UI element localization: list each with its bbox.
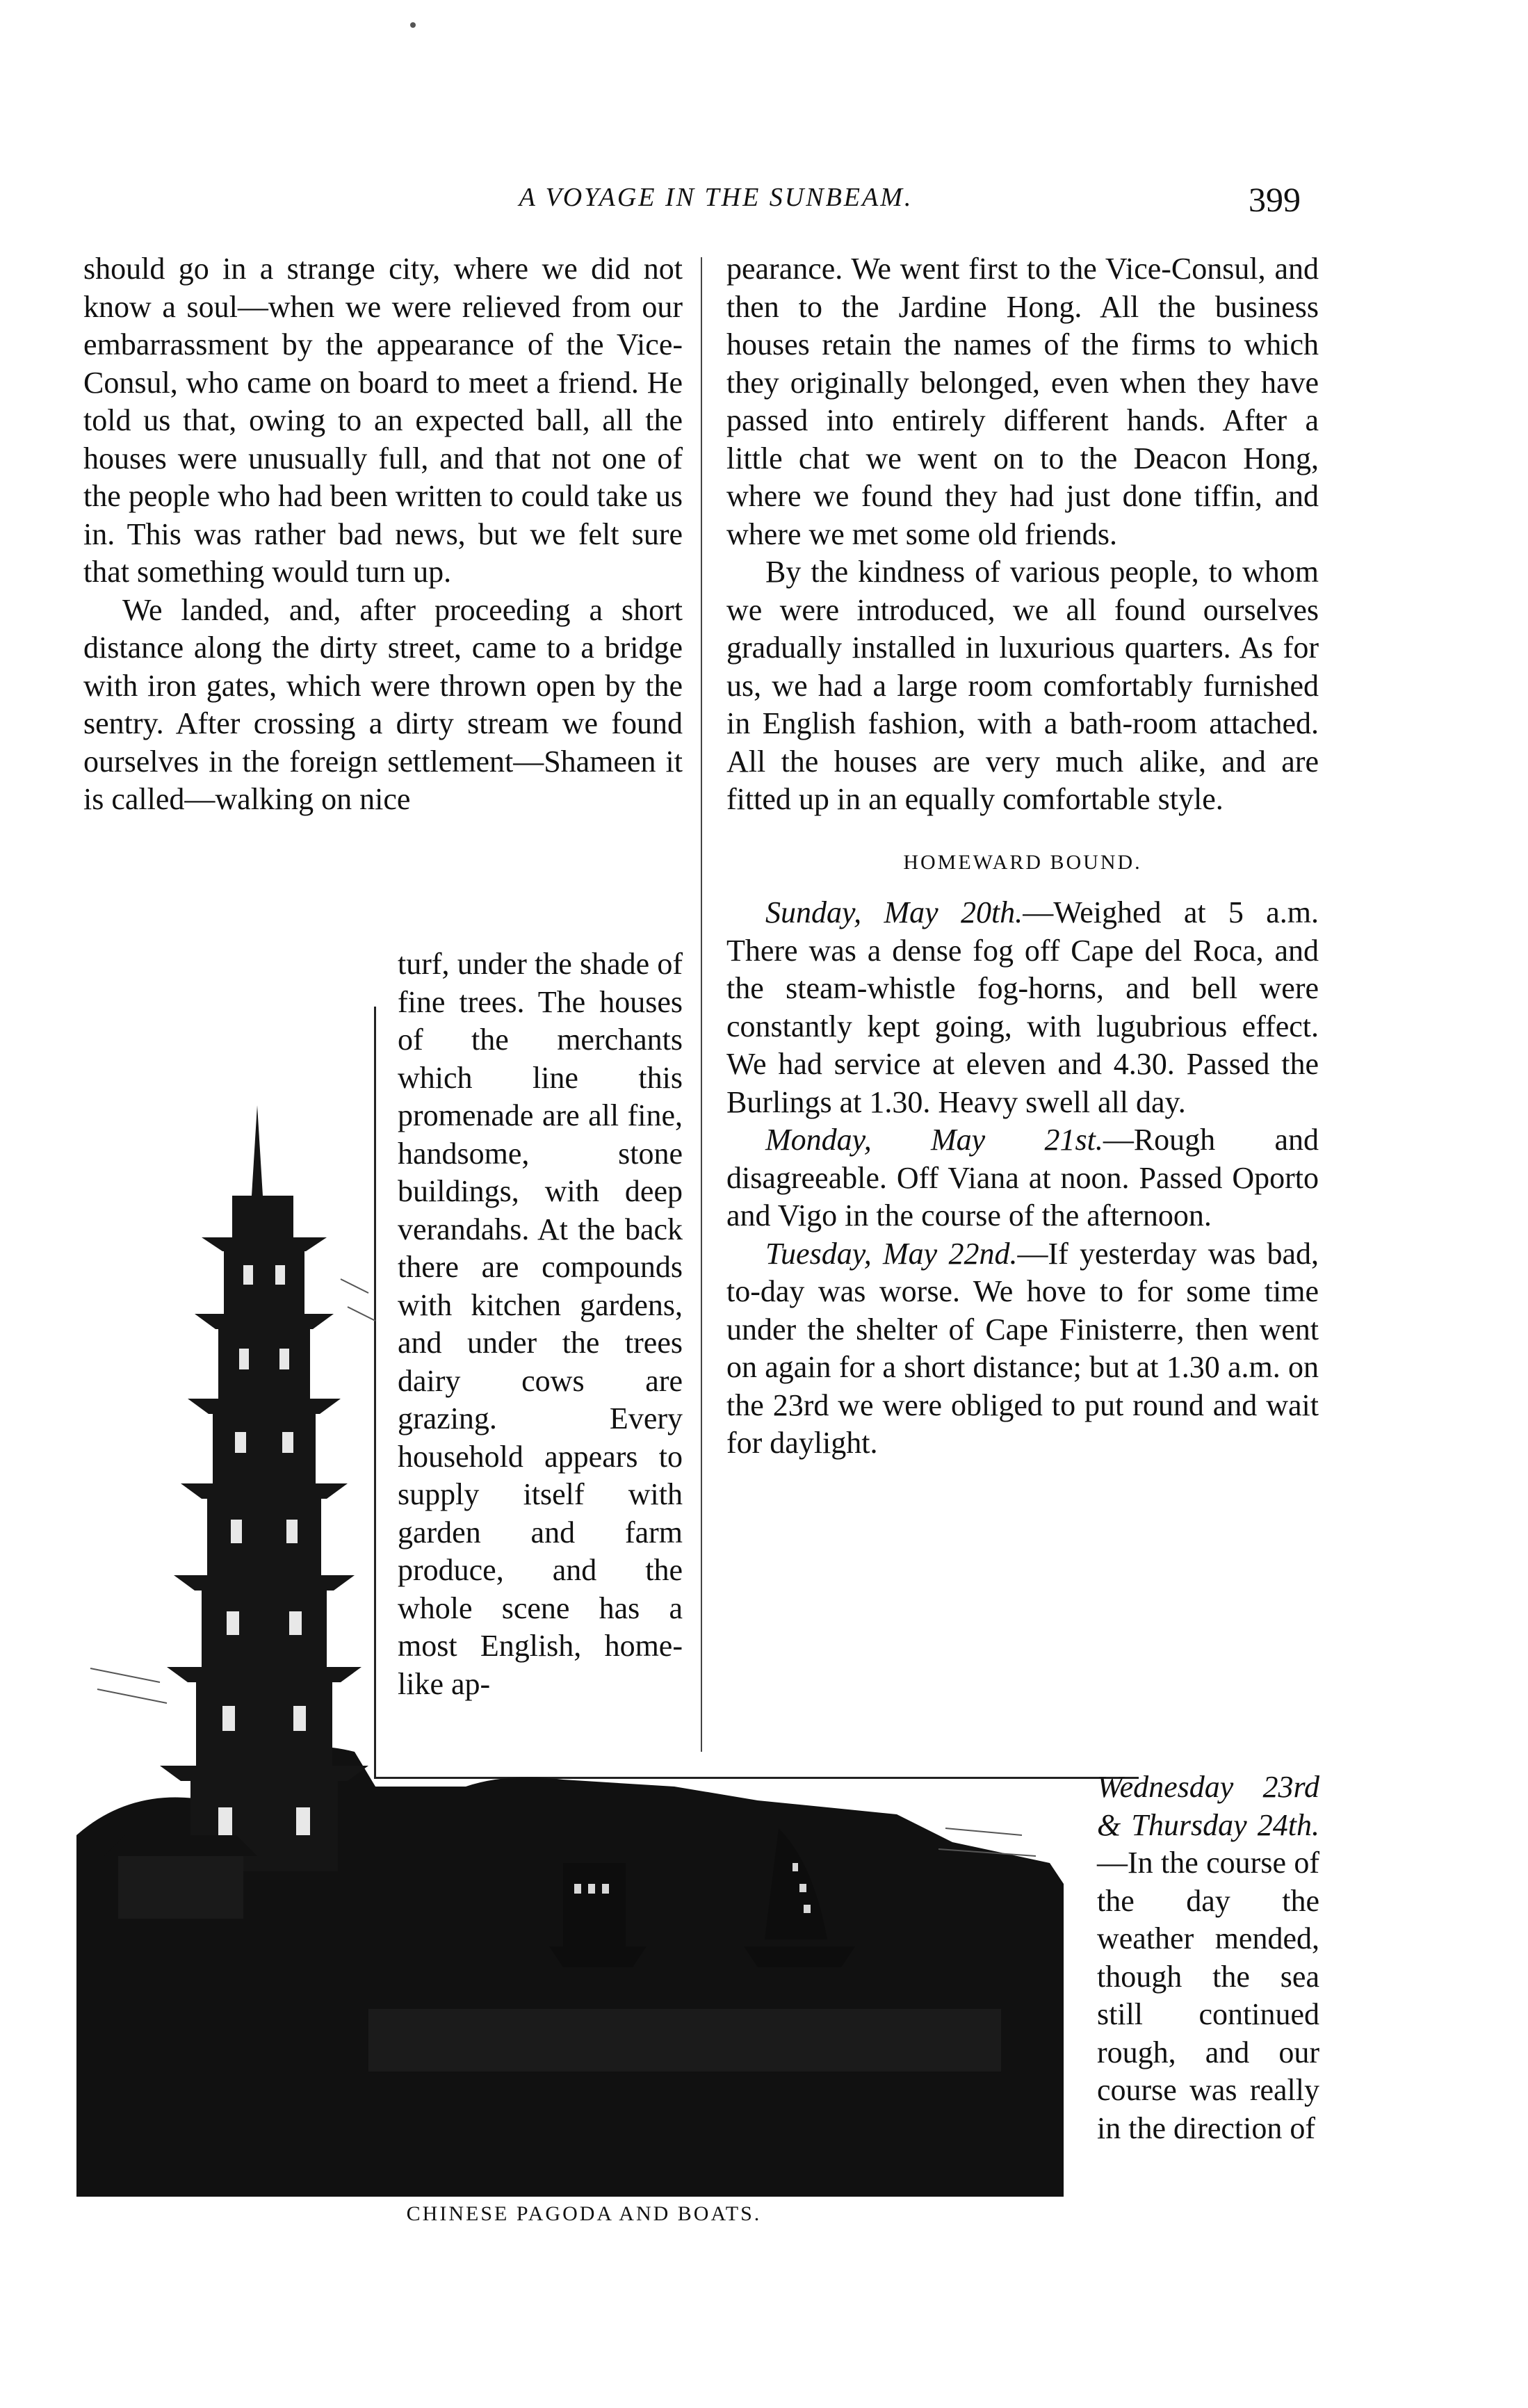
entry-date: Sunday, May 20th.	[765, 895, 1023, 929]
entry-text: —Rough and disagreeable. Off Viana at noon. Passed Oporto and Vigo in the course of the afternoon.	[726, 1123, 1319, 1233]
left-paragraph-1: should go in a strange city, where we did not know a soul—when we were relieved from our embarrassment by the appearance of the Vice-Consul, who came on board to meet a friend. He told us that, owing to an expected ball, all the houses were unusually full, and that not one of the people who had been written to could take us in. This was rather bad news, but we felt sure that something would turn up.	[83, 252, 683, 589]
left-column	[83, 250, 683, 819]
right-paragraph-2: By the kindness of various people, to whom we were introduced, we all found ourselves gradually installed in luxurious quarters. As for us, we had a large room comfortably furnished in English fashion, with a bath-room attached. All the houses are very much alike, and are fitted up in an equally comfortable style.	[726, 555, 1319, 816]
figure-caption: CHINESE PAGODA AND BOATS.	[406, 2202, 762, 2225]
left-paragraph-2: We landed, and, after proceeding a short distance along the dirty street, came to a bridge with iron gates, which were thrown open by the sentry. After crossing a dirty stream we found ourselves in the foreign settlement—Shameen it is called—walking on nice	[83, 592, 683, 816]
entry-text: —Weighed at 5 a.m. There was a dense fog off Cape del Roca, and the steam-whistle fog-horns, and bell were constantly kept going, with lugubrious effect. We had service at eleven and 4.30. Passed the Burlings at 1.30. Heavy swell all day.	[726, 895, 1319, 1119]
running-title: A VOYAGE IN THE SUNBEAM.	[519, 183, 913, 212]
entry-date: Wednesday 23rd & Thursday 24th.	[1097, 1770, 1319, 1842]
diary-entry-monday	[726, 1121, 1319, 1235]
diary-entry-tuesday	[726, 1235, 1319, 1463]
entry-date: Tuesday, May 22nd.	[765, 1236, 1018, 1271]
left-column-wrapped-text: turf, under the shade of fine trees. The houses of the merchants which line this promenade are all fine, handsome, stone buildings, with deep verandahs. At the back there are compounds with kitchen gardens, and under the trees dairy cows are grazing. Every household appears to supply itself with garden and farm produce, and the whole scene has a most English, home-like ap-	[398, 947, 683, 1701]
page-number: 399	[1249, 180, 1301, 219]
entry-date: Monday, May 21st.	[765, 1123, 1103, 1157]
section-heading: HOMEWARD BOUND.	[903, 850, 1142, 874]
right-paragraph-1: pearance. We went first to the Vice-Consul, and then to the Jardine Hong. All the business houses retain the names of the firms to which they originally belonged, even when they have passed into entirely different hands. After a little chat we went on to the Deacon Hong, where we found they had just done tiffin, and where we met some old friends.	[726, 252, 1319, 551]
right-column	[726, 250, 1319, 1463]
entry-text: —If yesterday was bad, to-day was worse. We hove to for some time under the shelter of Cape Finisterre, then went on again for a short distance; but at 1.30 a.m. on the 23rd we were obliged to put round and wait for daylight.	[726, 1236, 1319, 1460]
print-speck	[410, 22, 416, 28]
diary-entry-sunday	[726, 894, 1319, 1121]
diary-entry-wednesday-thursday	[1097, 1768, 1319, 2147]
entry-text: —In the course of the day the weather mended, though the sea still continued rough, and our course was really in the direction of	[1097, 1846, 1319, 2145]
